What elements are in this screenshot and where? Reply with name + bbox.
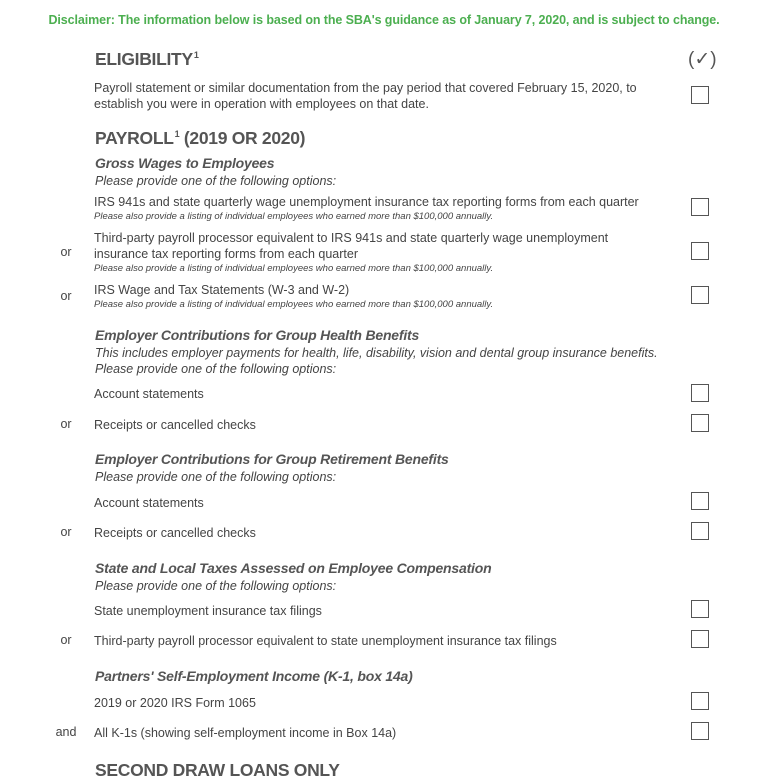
- health-receipts-checkbox[interactable]: [691, 414, 709, 432]
- health-benefits-description: This includes employer payments for health, life, disability, vision and dental group insurance benefits.: [95, 346, 658, 360]
- conjunction: or: [60, 417, 72, 431]
- gross-item-941: IRS 941s and state quarterly wage unemployment insurance tax reporting forms from each quarter Please also provide a listing of individual employees who earned more than $100,000 annually.: [94, 194, 674, 223]
- health-item-receipts: Receipts or cancelled checks: [94, 418, 256, 432]
- gross-941-checkbox[interactable]: [691, 198, 709, 216]
- eligibility-heading: ELIGIBILITY$^1$: [95, 49, 199, 69]
- gross-item-941-note: Please also provide a listing of individual employees who earned more than $100,000 annually.: [94, 211, 494, 222]
- state-taxes-instruction: Please provide one of the following options:: [95, 579, 337, 593]
- health-benefits-title: Employer Contributions for Group Health Benefits: [95, 327, 420, 343]
- eligibility-checkbox[interactable]: [691, 86, 709, 104]
- conjunction: or: [60, 245, 72, 259]
- payroll-heading: PAYROLL$^1$ (2019 OR 2020): [95, 128, 306, 148]
- health-benefits-instruction: Please provide one of the following options:: [95, 362, 337, 376]
- conjunction: and: [55, 725, 77, 739]
- retirement-benefits-instruction: Please provide one of the following options:: [95, 470, 337, 484]
- taxes-item-third-party: Third-party payroll processor equivalent to state unemployment insurance tax filings: [94, 634, 557, 648]
- taxes-item-unemployment-filings: State unemployment insurance tax filings: [94, 604, 322, 618]
- gross-wages-instruction: Please provide one of the following options:: [95, 174, 337, 188]
- taxes-third-party-checkbox[interactable]: [691, 630, 709, 648]
- gross-wages-title: Gross Wages to Employees: [95, 155, 275, 171]
- gross-item-third-party-note: Please also provide a listing of individual employees who earned more than $100,000 annually.: [94, 263, 494, 274]
- retirement-item-account-statements: Account statements: [94, 496, 204, 510]
- retirement-benefits-title: Employer Contributions for Group Retirement Benefits: [95, 451, 449, 467]
- disclaimer: Disclaimer: The information below is based on the SBA's guidance as of January 7, 2020, and is subject to change.: [48, 13, 720, 27]
- next-section-heading: SECOND DRAW LOANS ONLY: [95, 760, 340, 780]
- eligibility-item: Payroll statement or similar documentation from the pay period that covered February 15, 2020, to establish you were in operation with employees on that date.: [94, 81, 637, 111]
- check-column-icon: (✓): [688, 49, 717, 70]
- gross-third-party-checkbox[interactable]: [691, 242, 709, 260]
- retirement-account-checkbox[interactable]: [691, 492, 709, 510]
- conjunction: or: [60, 289, 72, 303]
- partners-k1-checkbox[interactable]: [691, 722, 709, 740]
- gross-item-w2-note: Please also provide a listing of individual employees who earned more than $100,000 annually.: [94, 299, 494, 310]
- health-account-checkbox[interactable]: [691, 384, 709, 402]
- health-item-account-statements: Account statements: [94, 387, 204, 401]
- taxes-filings-checkbox[interactable]: [691, 600, 709, 618]
- partners-1065-checkbox[interactable]: [691, 692, 709, 710]
- gross-w2-checkbox[interactable]: [691, 286, 709, 304]
- partners-income-title: Partners' Self-Employment Income (K-1, box 14a): [95, 668, 413, 684]
- partners-item-k1s: All K-1s (showing self-employment income in Box 14a): [94, 726, 397, 740]
- state-taxes-title: State and Local Taxes Assessed on Employee Compensation: [95, 560, 492, 576]
- conjunction: or: [60, 525, 72, 539]
- retirement-receipts-checkbox[interactable]: [691, 522, 709, 540]
- conjunction: or: [60, 633, 72, 647]
- gross-item-w2: IRS Wage and Tax Statements (W-3 and W-2) Please also provide a listing of individual employees who earned more than $100,000 annually.: [94, 282, 674, 311]
- gross-item-third-party: Third-party payroll processor equivalent to IRS 941s and state quarterly wage unemployment insurance tax reporting forms from each quarter Please also provide a listing of individual employees who earned more than $100,000 annually.: [94, 230, 654, 275]
- retirement-item-receipts: Receipts or cancelled checks: [94, 526, 256, 540]
- partners-item-form-1065: 2019 or 2020 IRS Form 1065: [94, 696, 256, 710]
